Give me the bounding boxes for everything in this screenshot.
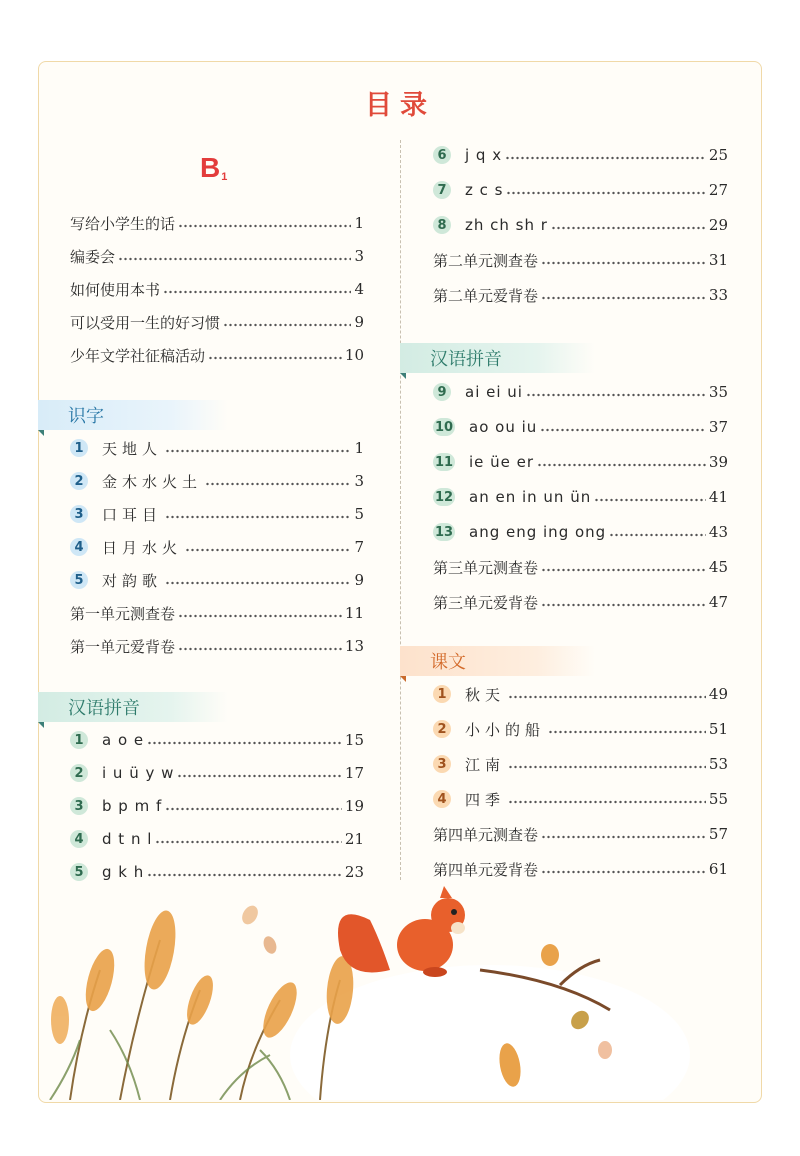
grade-sub: 1 — [221, 171, 228, 183]
toc-label: b p m f — [102, 797, 163, 815]
toc-row-lesson[interactable] — [433, 212, 728, 238]
toc-row-lesson[interactable] — [70, 793, 364, 819]
lesson-number-badge: 4 — [70, 830, 88, 848]
toc-label: zh ch sh r — [465, 216, 548, 234]
leader-dots — [165, 449, 351, 453]
section-heading-text: 课文 — [430, 652, 466, 673]
toc-page: 49 — [708, 685, 728, 703]
leader-dots — [548, 730, 706, 734]
toc-label: an en in un ün — [469, 488, 592, 506]
toc-row-intro-1[interactable] — [70, 210, 364, 236]
toc-page: 21 — [344, 830, 364, 848]
lesson-number-badge: 2 — [433, 720, 451, 738]
toc-row-intro-4[interactable] — [70, 309, 364, 335]
leader-dots — [551, 226, 706, 230]
leader-dots — [609, 533, 706, 537]
leader-dots — [508, 765, 706, 769]
toc-row-lesson[interactable] — [433, 379, 728, 405]
toc-page: 5 — [354, 505, 364, 523]
column-divider — [400, 140, 401, 880]
lesson-number-badge: 10 — [434, 419, 454, 435]
toc-label: 四季 — [465, 790, 506, 809]
toc-label: z c s — [465, 181, 504, 199]
leader-dots — [541, 296, 706, 300]
grade-label — [200, 152, 227, 184]
toc-page: 15 — [344, 731, 364, 749]
toc-label: g k h — [102, 863, 145, 881]
grade-letter: B — [200, 152, 221, 183]
leader-dots — [541, 261, 706, 265]
toc-label: ie üe er — [469, 453, 535, 471]
toc-label: 天地人 — [102, 439, 163, 458]
leader-dots — [205, 482, 351, 486]
toc-page: 43 — [708, 523, 728, 541]
toc-page: 3 — [354, 472, 364, 490]
toc-row-test[interactable] — [70, 633, 364, 659]
toc-row-lesson[interactable] — [70, 826, 364, 852]
toc-label: 可以受用一生的好习惯 — [70, 313, 221, 332]
toc-row-test[interactable] — [70, 600, 364, 626]
leader-dots — [541, 568, 706, 572]
toc-page: 29 — [708, 216, 728, 234]
toc-label: 第三单元爱背卷 — [433, 593, 539, 612]
toc-row-test[interactable] — [433, 856, 728, 882]
leader-dots — [540, 428, 706, 432]
toc-row-lesson[interactable] — [433, 751, 728, 777]
section-heading-kewen — [400, 646, 595, 676]
toc-label: a o e — [102, 731, 145, 749]
toc-label: 第四单元测查卷 — [433, 825, 539, 844]
toc-page: 45 — [708, 558, 728, 576]
toc-row-lesson[interactable] — [433, 716, 728, 742]
toc-label: 编委会 — [70, 247, 116, 266]
toc-label: 少年文学社征稿活动 — [70, 346, 206, 365]
toc-page: 25 — [708, 146, 728, 164]
toc-page: 53 — [708, 755, 728, 773]
leader-dots — [508, 695, 706, 699]
toc-page: 27 — [708, 181, 728, 199]
leader-dots — [155, 840, 342, 844]
page-title: 目录 — [365, 90, 435, 121]
toc-page: 9 — [354, 313, 364, 331]
lesson-number-badge: 4 — [433, 790, 451, 808]
toc-label: ai ei ui — [465, 383, 523, 401]
lesson-number-badge: 4 — [70, 538, 88, 556]
squirrel-icon — [338, 886, 465, 977]
toc-row-lesson[interactable] — [433, 484, 728, 510]
section-heading-pinyin-1 — [38, 692, 228, 722]
toc-row-lesson[interactable] — [433, 142, 728, 168]
grass-blades — [50, 1030, 290, 1100]
toc-row-test[interactable] — [433, 589, 728, 615]
toc-row-lesson[interactable] — [433, 449, 728, 475]
toc-row-lesson[interactable] — [70, 760, 364, 786]
toc-page: 11 — [344, 604, 364, 622]
toc-label: j q x — [465, 146, 503, 164]
leader-dots — [178, 647, 342, 651]
lesson-number-badge: 5 — [70, 863, 88, 881]
toc-row-lesson[interactable] — [433, 681, 728, 707]
toc-page: 57 — [708, 825, 728, 843]
toc-row-test[interactable] — [433, 282, 728, 308]
leader-dots — [118, 257, 351, 261]
toc-row-lesson[interactable] — [70, 567, 364, 593]
toc-row-test[interactable] — [433, 247, 728, 273]
toc-label: 第一单元测查卷 — [70, 604, 176, 623]
lesson-number-badge: 1 — [70, 439, 88, 457]
leader-dots — [526, 393, 706, 397]
toc-label: 江南 — [465, 755, 506, 774]
toc-label: d t n l — [102, 830, 153, 848]
toc-label: 金木水火土 — [102, 472, 203, 491]
toc-page: 39 — [708, 453, 728, 471]
toc-row-intro-5[interactable] — [70, 342, 364, 368]
toc-label: ao ou iu — [469, 418, 538, 436]
banner-tab — [38, 722, 44, 728]
lesson-number-badge: 1 — [433, 685, 451, 703]
leader-dots — [506, 191, 705, 195]
toc-label: 第二单元爱背卷 — [433, 286, 539, 305]
section-heading-shizi — [38, 400, 228, 430]
toc-page: 23 — [344, 863, 364, 881]
toc-row-lesson[interactable] — [433, 519, 728, 545]
toc-page: 4 — [354, 280, 364, 298]
toc-label: 口耳目 — [102, 505, 163, 524]
toc-page: 35 — [708, 383, 728, 401]
leader-dots — [541, 603, 706, 607]
toc-label: 写给小学生的话 — [70, 214, 176, 233]
banner-tab — [38, 430, 44, 436]
toc-label: 第二单元测查卷 — [433, 251, 539, 270]
lesson-number-badge: 2 — [70, 472, 88, 490]
toc-row-lesson[interactable] — [433, 786, 728, 812]
toc-page: 47 — [708, 593, 728, 611]
leader-dots — [165, 807, 342, 811]
section-heading-pinyin-2 — [400, 343, 595, 373]
leader-dots — [537, 463, 706, 467]
toc-page: 10 — [344, 346, 364, 364]
banner-tab — [400, 373, 406, 379]
toc-page: 33 — [708, 286, 728, 304]
leader-dots — [165, 515, 351, 519]
toc-page: 41 — [708, 488, 728, 506]
lesson-number-badge: 2 — [70, 764, 88, 782]
lesson-number-badge: 7 — [433, 181, 451, 199]
toc-label: 日月水火 — [102, 538, 183, 557]
leader-dots — [165, 581, 351, 585]
autumn-illustration — [40, 880, 760, 1100]
leader-dots — [508, 800, 706, 804]
leader-dots — [208, 356, 342, 360]
toc-label: 第一单元爱背卷 — [70, 637, 176, 656]
leader-dots — [178, 224, 351, 228]
toc-row-lesson[interactable] — [70, 435, 364, 461]
leader-dots — [147, 873, 342, 877]
toc-page: 37 — [708, 418, 728, 436]
lesson-number-badge: 11 — [434, 454, 454, 470]
leader-dots — [147, 741, 342, 745]
lesson-number-badge: 1 — [70, 731, 88, 749]
lesson-number-badge: 3 — [70, 505, 88, 523]
toc-label: 小小的船 — [465, 720, 546, 739]
toc-page: 61 — [708, 860, 728, 878]
toc-page: 3 — [354, 247, 364, 265]
lesson-number-badge: 8 — [433, 216, 451, 234]
lesson-number-badge: 3 — [433, 755, 451, 773]
leader-dots — [177, 774, 342, 778]
lesson-number-badge: 9 — [433, 383, 451, 401]
leader-dots — [185, 548, 351, 552]
toc-row-test[interactable] — [433, 821, 728, 847]
toc-row-intro-2[interactable] — [70, 243, 364, 269]
toc-row-lesson[interactable] — [70, 468, 364, 494]
leader-dots — [541, 835, 706, 839]
toc-row-intro-3[interactable] — [70, 276, 364, 302]
toc-page: 7 — [354, 538, 364, 556]
toc-row-test[interactable] — [433, 554, 728, 580]
toc-label: 第三单元测查卷 — [433, 558, 539, 577]
leader-dots — [223, 323, 351, 327]
toc-page: 9 — [354, 571, 364, 589]
lesson-number-badge: 6 — [433, 146, 451, 164]
leader-dots — [594, 498, 706, 502]
toc-page: 31 — [708, 251, 728, 269]
leader-dots — [505, 156, 706, 160]
lesson-number-badge: 13 — [434, 524, 454, 540]
toc-row-lesson[interactable] — [433, 414, 728, 440]
section-heading-text: 识字 — [68, 406, 104, 427]
toc-page: 19 — [344, 797, 364, 815]
toc-page: 1 — [354, 439, 364, 457]
toc-label: 如何使用本书 — [70, 280, 161, 299]
toc-label: i u ü y w — [102, 764, 175, 782]
toc-row-lesson[interactable] — [433, 177, 728, 203]
toc-row-lesson[interactable] — [70, 534, 364, 560]
toc-row-lesson[interactable] — [70, 501, 364, 527]
lesson-number-badge: 3 — [70, 797, 88, 815]
toc-page: 51 — [708, 720, 728, 738]
toc-label: ang eng ing ong — [469, 523, 607, 541]
section-heading-text: 汉语拼音 — [430, 349, 502, 370]
toc-label: 对韵歌 — [102, 571, 163, 590]
toc-page: 55 — [708, 790, 728, 808]
lesson-number-badge: 12 — [434, 489, 454, 505]
banner-tab — [400, 676, 406, 682]
section-heading-text: 汉语拼音 — [68, 698, 140, 719]
toc-label: 秋天 — [465, 685, 506, 704]
leader-dots — [541, 870, 706, 874]
toc-page: 17 — [344, 764, 364, 782]
leader-dots — [178, 614, 342, 618]
leader-dots — [163, 290, 351, 294]
lesson-number-badge: 5 — [70, 571, 88, 589]
toc-page: 13 — [344, 637, 364, 655]
toc-row-lesson[interactable] — [70, 727, 364, 753]
toc-page: 1 — [354, 214, 364, 232]
toc-label: 第四单元爱背卷 — [433, 860, 539, 879]
